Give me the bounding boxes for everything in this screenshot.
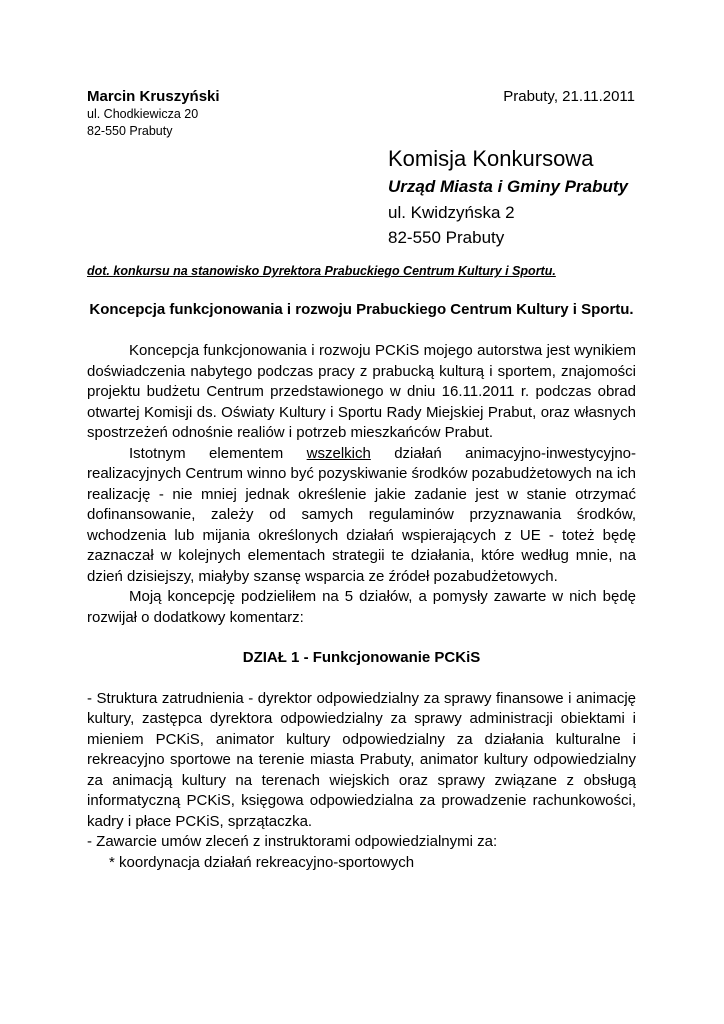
paragraph-2 — [87, 444, 636, 588]
section-1-item-2: - Zawarcie umów zleceń z instruktorami odpowiedzialnymi za: — [87, 833, 498, 850]
sender-street: ul. Chodkiewicza 20 — [87, 107, 199, 121]
recipient-city: 82-550 Prabuty — [388, 228, 505, 247]
sender-city: 82-550 Prabuty — [87, 124, 173, 138]
recipient-street: ul. Kwidzyńska 2 — [388, 203, 515, 222]
section-1-item-1: - Struktura zatrudnienia - dyrektor odpowiedzialny za sprawy finansowe i animację kultury, zastępca dyrektora odpowiedzialny za sprawy administracji obiektami i mieniem PCKiS, animator kultury odpowiedzialny za działania kulturalne i rekreacyjno sportowe na terenie miasta Prabuty, animator kultury odpowiedzialny za animacją kultury na terenach wiejskich oraz sprawy związane z obsługą informatyczną PCKiS, księgowa odpowiedzialna za prowadzenie rachunkowości, kadry i płace PCKiS, sprzątaczka. — [87, 689, 636, 830]
sender-block — [87, 88, 220, 140]
recipient-organization: Urząd Miasta i Gminy Prabuty — [388, 177, 628, 196]
underlined-word: wszelkich — [306, 444, 371, 462]
section-1-subitem-1: * koordynacja działań rekreacyjno-sportowych — [109, 853, 415, 871]
subject-line: dot. konkursu na stanowisko Dyrektora Prabuckiego Centrum Kultury i Sportu. — [87, 264, 556, 278]
sender-name: Marcin Kruszyński — [87, 88, 220, 105]
paragraph-3: Moją koncepcję podzieliłem na 5 działów, a pomysły zawarte w nich będę rozwijał o dodatkowy komentarz: — [87, 588, 636, 626]
paragraph-2-rest: działań animacyjno-inwestycyjno-realizacyjnych Centrum winno być pozyskiwanie środków pozabudżetowych na ich realizację - nie mniej jednak określenie jakie zadanie jest w stanie otrzymać dofinansowanie, zależy od samych regulaminów przyznawania środków, wchodzenia lub mijania określonych działań wspierających z UE - toteż będę zaznaczał w kolejnych elementach strategii te działania, które według mnie, na dzień dzisiejszy, miałyby szansę wsparcia ze źródeł pozabudżetowych. — [87, 444, 637, 585]
section-1-heading: DZIAŁ 1 - Funkcjonowanie PCKiS — [242, 649, 481, 666]
document-title: Koncepcja funkcjonowania i rozwoju Prabuckiego Centrum Kultury i Sportu. — [89, 301, 634, 318]
paragraph-1: Koncepcja funkcjonowania i rozwoju PCKiS mojego autorstwa jest wynikiem doświadczenia nabytego podczas pracy z prabucką kulturą i sportem, znajomości projektu budżetu Centrum przedstawionego w dniu 16.11.2011 r. podczas obrad otwartej Komisji ds. Oświaty Kultury i Sportu Rady Miejskiej Prabut, oraz własnych spostrzeżeń odnośnie realiów i potrzeb mieszkańców Prabut. — [87, 342, 636, 441]
letter-body — [87, 341, 636, 873]
place-date: Prabuty, 21.11.2011 — [503, 88, 635, 105]
paragraph-2-start: Istotnym elementem — [129, 444, 307, 462]
recipient-title: Komisja Konkursowa — [388, 146, 594, 171]
recipient-block — [388, 144, 628, 250]
